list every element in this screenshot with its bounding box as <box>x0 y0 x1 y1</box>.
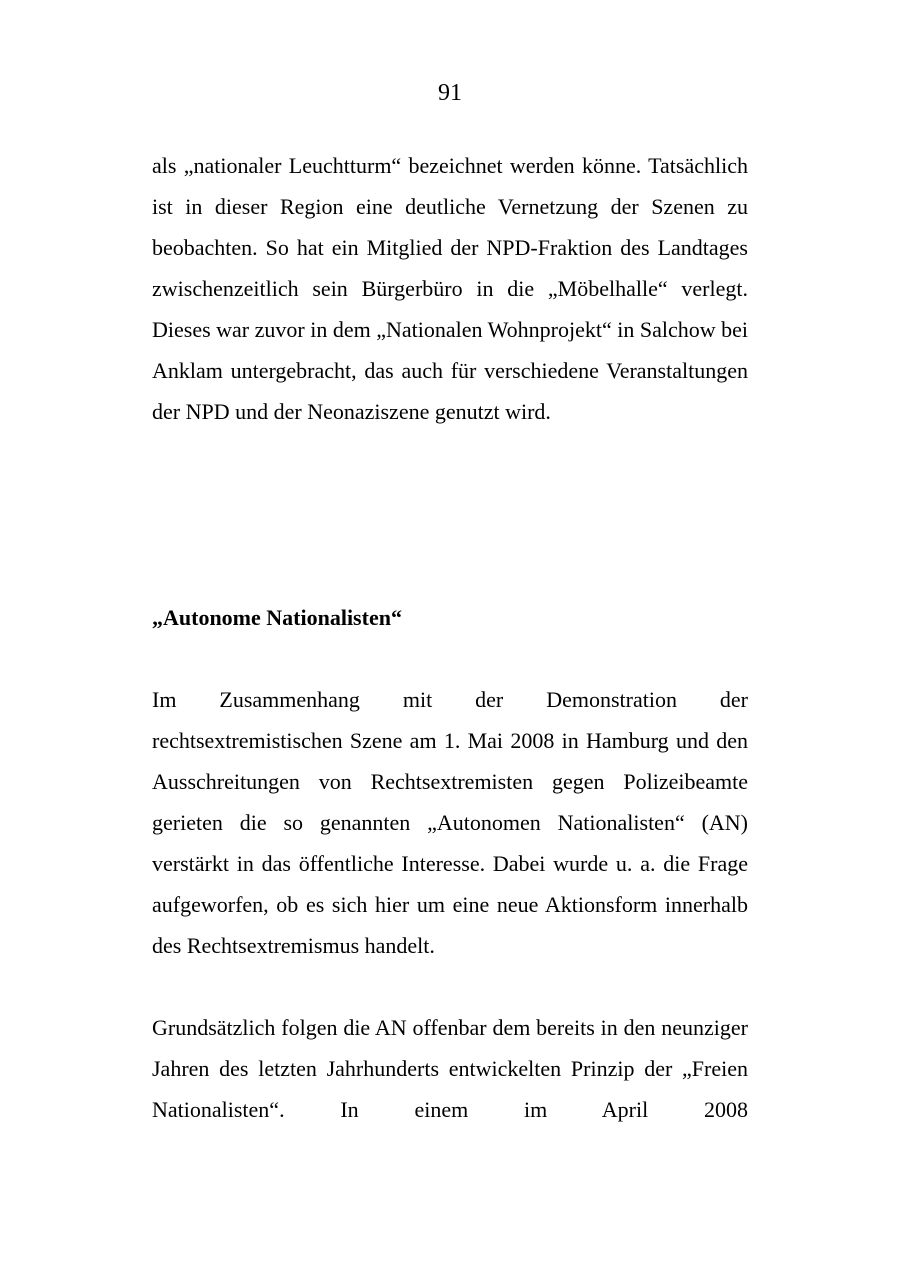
body-paragraph: als „nationaler Leuchtturm“ bezeichnet werden könne. Tatsächlich ist in dieser Region eine deutliche Vernetzung der Szenen zu beobachten. So hat ein Mitglied der NPD-Fraktion des Landtages zwischenzeitlich sein Bürgerbüro in die „Möbelhalle“ verlegt. Dieses war zuvor in dem „Nationalen Wohnprojekt“ in Salchow bei Anklam untergebracht, das auch für verschiedene Veranstaltungen der NPD und der Neonaziszene genutzt wird. <box>152 153 748 424</box>
section-heading: „Autonome Nationalisten“ <box>152 605 402 630</box>
page-number: 91 <box>438 80 462 106</box>
body-paragraph: Im Zusammenhang mit der Demonstration der rechtsextremistischen Szene am 1. Mai 2008 in Hamburg und den Ausschreitungen von Rechtsextremisten gegen Polizeibeamte gerieten die so genannten „Autonomen Nationalisten“ (AN) verstärkt in das öffentliche Interesse. Dabei wurde u. a. die Frage aufgeworfen, ob es sich hier um eine neue Aktionsform innerhalb des Rechtsextremismus handelt. <box>152 687 748 958</box>
body-paragraph: Grundsätzlich folgen die AN offenbar dem bereits in den neunziger Jahren des letzten Jahrhunderts entwickelten Prinzip der „Freien Nationalisten“. In einem im April 2008 <box>152 1015 748 1122</box>
